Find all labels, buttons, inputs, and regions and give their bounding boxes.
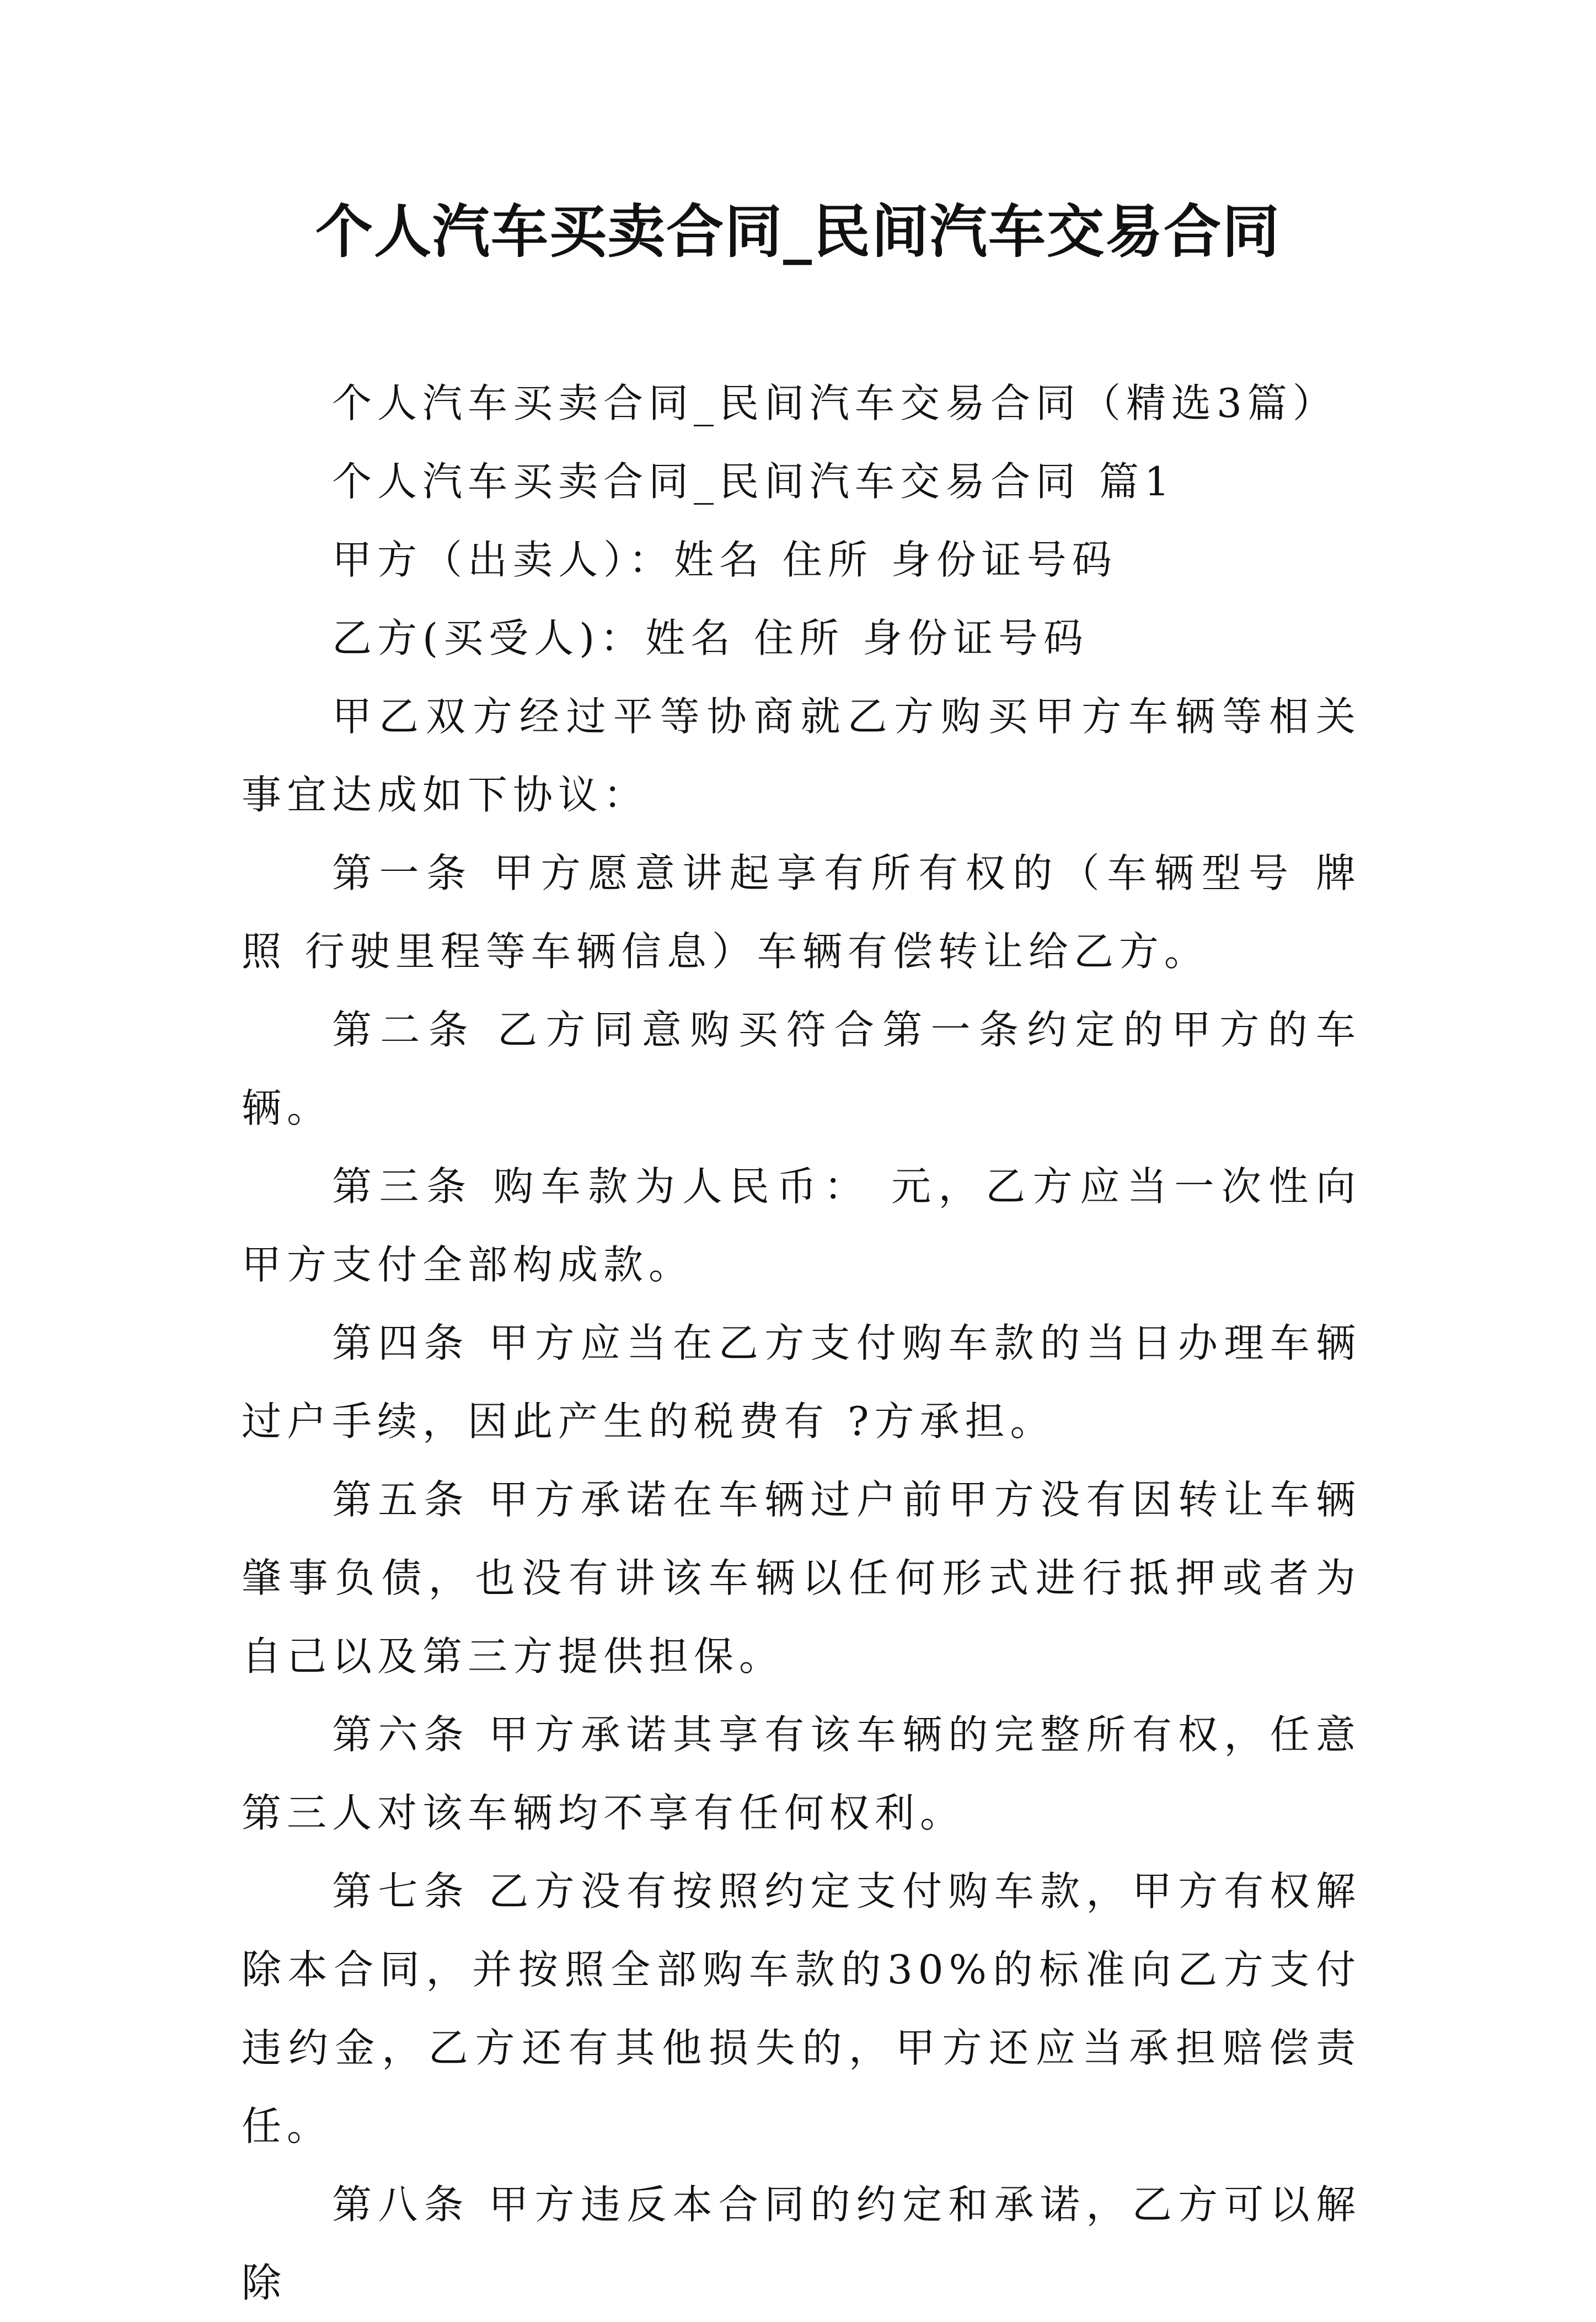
paragraph-party-a: 甲方（出卖人）：姓名 住所 身份证号码 — [332, 537, 1117, 583]
paragraph-intro: 个人汽车买卖合同_民间汽车交易合同（精选3篇） — [332, 380, 1338, 426]
paragraph-preamble: 甲乙双方经过平等协商就乙方购买甲方车辆等相关事宜达成如下协议： — [242, 693, 1361, 818]
paragraph-article-6: 第六条 甲方承诺其享有该车辆的完整所有权，任意第三人对该车辆均不享有任何权利。 — [242, 1711, 1361, 1836]
paragraph-article-1: 第一条 甲方愿意讲起享有所有权的（车辆型号 牌照 行驶里程等车辆信息）车辆有偿转让给乙方。 — [242, 850, 1361, 975]
paragraph-article-8: 第八条 甲方违反本合同的约定和承诺，乙方可以解除 — [242, 2181, 1361, 2306]
paragraph-party-b: 乙方(买受人)：姓名 住所 身份证号码 — [332, 615, 1089, 661]
paragraph-article-5: 第五条 甲方承诺在车辆过户前甲方没有因转让车辆肇事负债，也没有讲该车辆以任何形式进行抵押或者为自己以及第三方提供担保。 — [242, 1476, 1361, 1679]
paragraph-article-2: 第二条 乙方同意购买符合第一条约定的甲方的车辆。 — [242, 1007, 1361, 1131]
paragraph-article-3: 第三条 购车款为人民币： 元，乙方应当一次性向甲方支付全部构成款。 — [242, 1163, 1361, 1288]
paragraph-article-4: 第四条 甲方应当在乙方支付购车款的当日办理车辆过户手续，因此产生的税费有 ?方承担。 — [242, 1320, 1361, 1444]
paragraph-section-heading: 个人汽车买卖合同_民间汽车交易合同 篇1 — [332, 458, 1175, 505]
paragraph-article-7: 第七条 乙方没有按照约定支付购车款，甲方有权解除本合同，并按照全部购车款的30%的标准向乙方支付违约金，乙方还有其他损失的，甲方还应当承担赔偿责任。 — [242, 1868, 1361, 2149]
document-title: 个人汽车买卖合同_民间汽车交易合同 — [315, 198, 1281, 265]
document-body — [242, 364, 1361, 2322]
